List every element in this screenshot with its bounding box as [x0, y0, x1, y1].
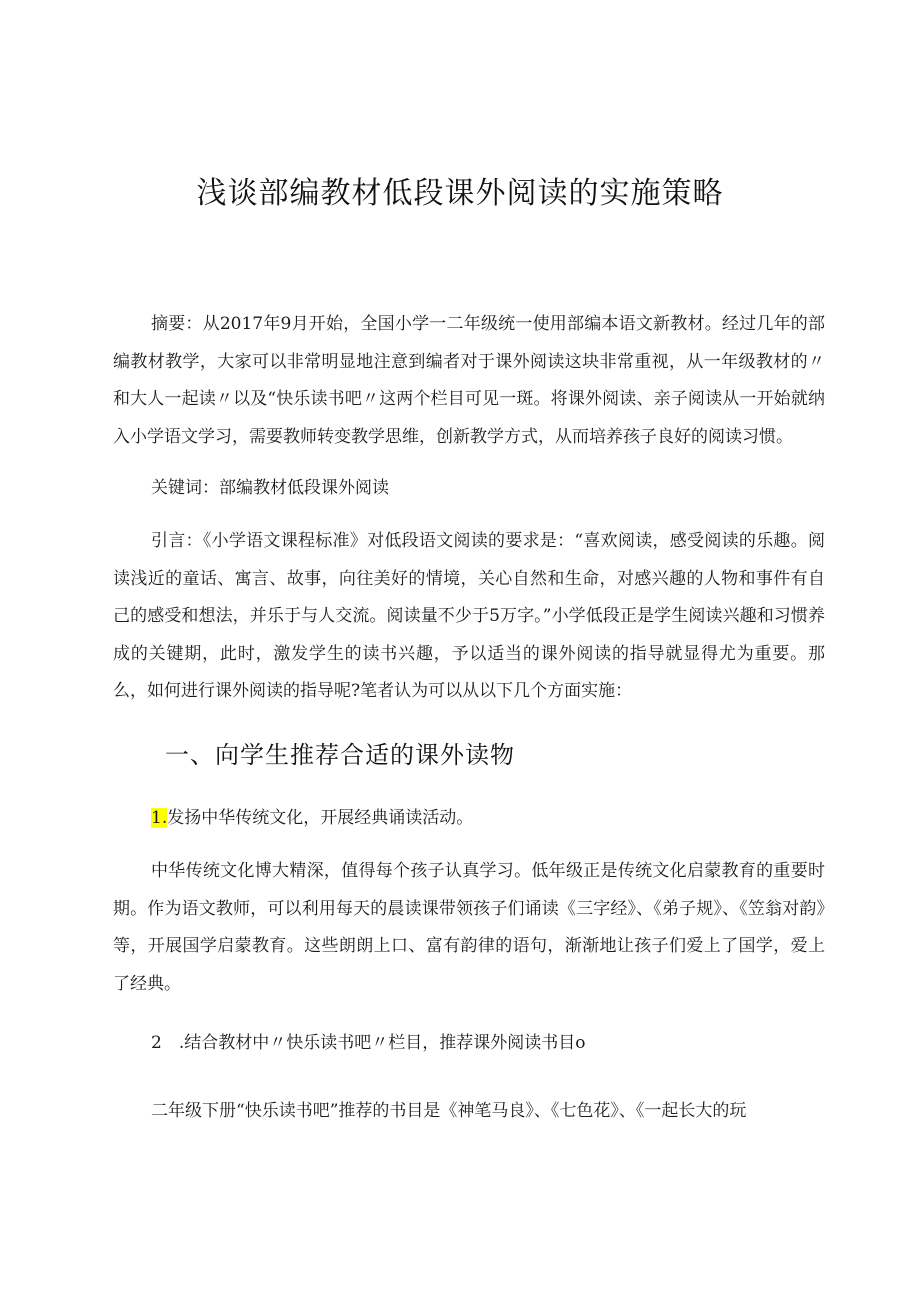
highlighted-number: 1.	[151, 808, 168, 828]
document-title: 浅谈部编教材低段课外阅读的实施策略	[196, 176, 724, 211]
item-2-paragraph: 二年级下册“快乐读书吧”推荐的书目是《神笔马良》、《七色花》、《一起长大的玩	[151, 1101, 747, 1121]
subheading-item-2: 2 .结合教材中〃快乐读书吧〃栏目，推荐课外阅读书目o	[151, 1033, 586, 1053]
section-heading: 一、向学生推荐合适的课外读物	[165, 741, 515, 769]
keywords-line: 关键词：部编教材低段课外阅读	[151, 478, 389, 498]
intro-paragraph: 引言：《小学语文课程标准》对低段语文阅读的要求是：“喜欢阅读，感受阅读的乐趣。阅读浅近的童话、寓言、故事，向往美好的情境，关心自然和生命，对感兴趣的人物和事件有自己的感受和想法，并乐于与人交流。阅读量不少于5万字。”小学低段正是学生阅读兴趣和习惯养成的关键期，此时，激发学生的读书兴趣，予以适当的课外阅读的指导就显得尤为重要。那么，如何进行课外阅读的指导呢?笔者认为可以从以下几个方面实施：	[113, 531, 825, 701]
subheading-item-1	[151, 803, 831, 833]
abstract-paragraph: 摘要：从2017年9月开始，全国小学一二年级统一使用部编本语文新教材。经过几年的部编教材教学，大家可以非常明显地注意到编者对于课外阅读这块非常重视，从一年级教材的〃和大人一起读〃以及“快乐读书吧〃这两个栏目可见一斑。将课外阅读、亲子阅读从一开始就纳入小学语文学习，需要教师转变教学思维，创新教学方式，从而培养孩子良好的阅读习惯。	[113, 314, 825, 447]
item-1-paragraph: 中华传统文化博大精深，值得每个孩子认真学习。低年级正是传统文化启蒙教育的重要时期。作为语文教师，可以利用每天的晨读课带领孩子们诵读《三字经》、《弟子规》、《笠翁对韵》等，开展国学启蒙教育。这些朗朗上口、富有韵律的语句，渐渐地让孩子们爱上了国学，爱上了经典。	[113, 861, 825, 994]
subheading-item-1-text: 发扬中华传统文化，开展经典诵读活动。	[167, 808, 474, 828]
